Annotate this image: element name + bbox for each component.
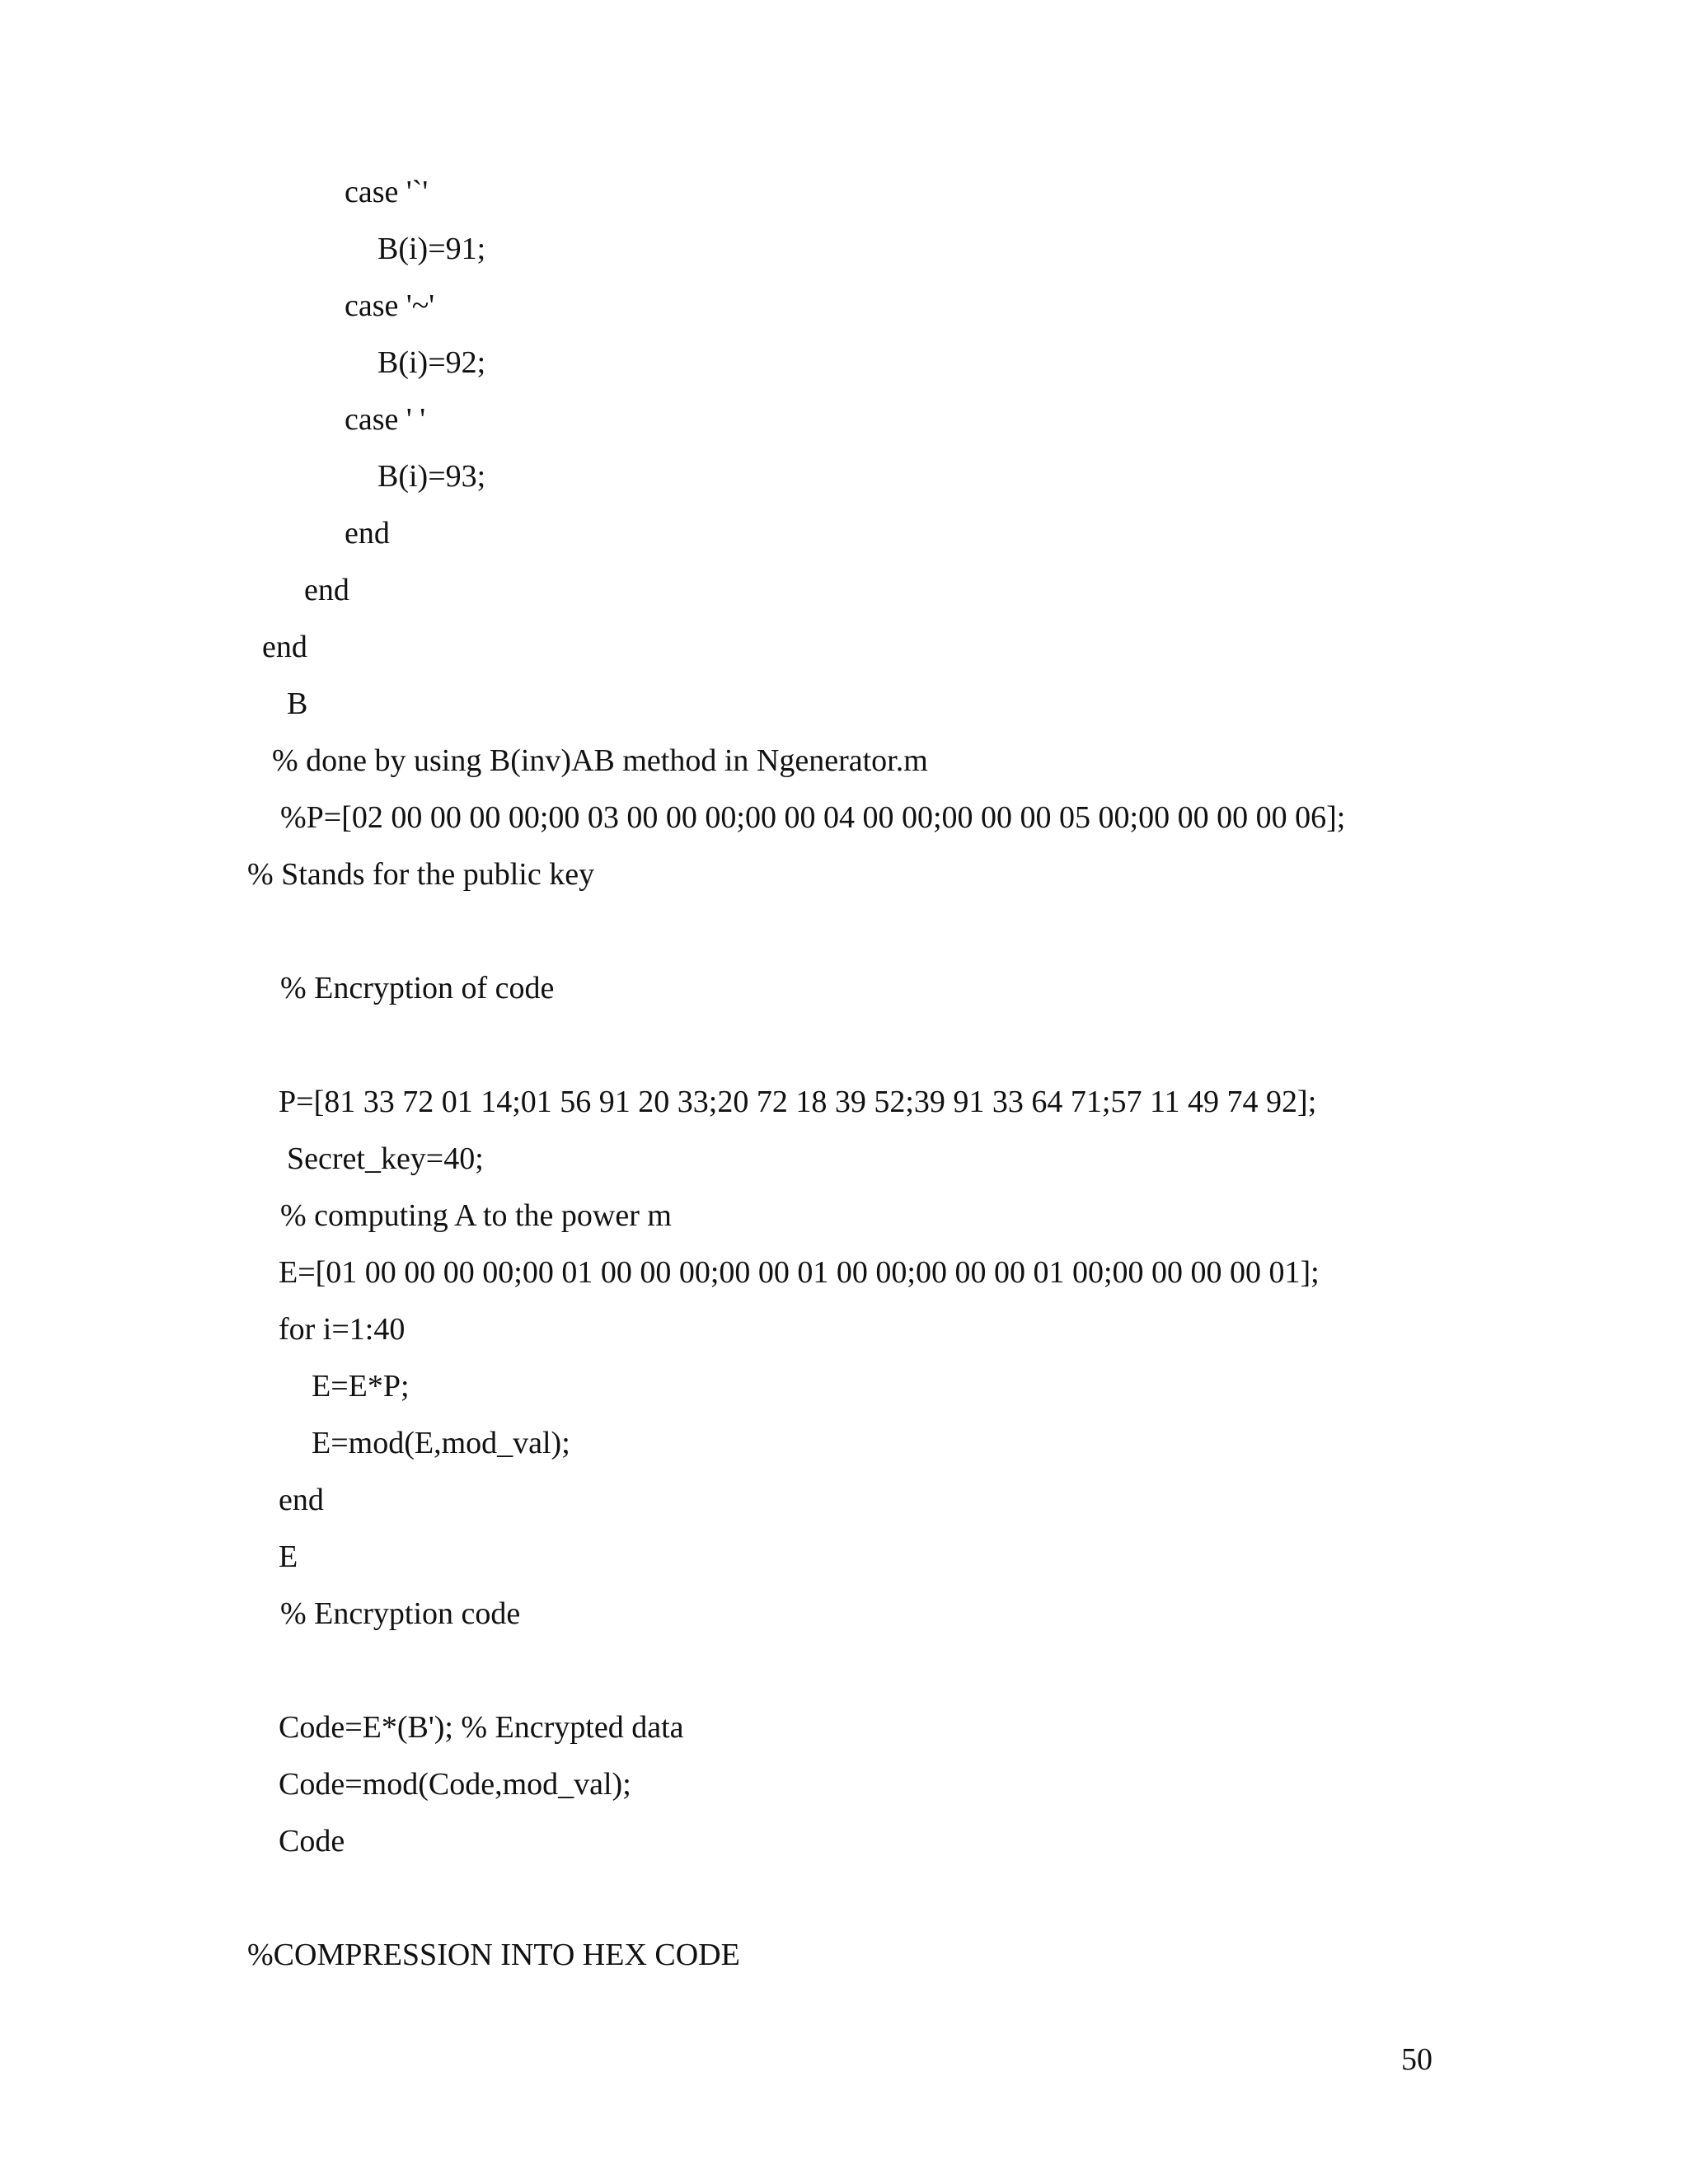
code-line: end <box>262 630 307 664</box>
code-line: case ' ' <box>345 402 426 437</box>
code-line: Secret_key=40; <box>287 1141 484 1176</box>
code-line: B <box>287 687 308 721</box>
code-line: E=[01 00 00 00 00;00 01 00 00 00;00 00 01 00 00;00 00 00 01 00;00 00 00 00 01]; <box>279 1255 1320 1290</box>
code-line: B(i)=93; <box>377 459 486 494</box>
code-line: E=mod(E,mod_val); <box>312 1426 570 1460</box>
code-line: P=[81 33 72 01 14;01 56 91 20 33;20 72 18 39 52;39 91 33 64 71;57 11 49 74 92]; <box>279 1085 1317 1119</box>
code-line: end <box>279 1483 324 1517</box>
code-line: Code=mod(Code,mod_val); <box>279 1767 631 1802</box>
code-line: % Encryption of code <box>280 971 555 1005</box>
code-line: E <box>279 1540 298 1574</box>
code-line: end <box>304 573 349 607</box>
code-line: E=E*P; <box>312 1369 410 1404</box>
code-line: % Stands for the public key <box>247 857 595 892</box>
code-line: end <box>345 516 390 551</box>
code-line: Code <box>279 1824 345 1858</box>
code-line: %P=[02 00 00 00 00;00 03 00 00 00;00 00 04 00 00;00 00 00 05 00;00 00 00 00 06]; <box>280 800 1346 835</box>
code-line: Code=E*(B'); % Encrypted data <box>279 1710 684 1745</box>
code-line: case '`' <box>345 175 429 209</box>
code-line: for i=1:40 <box>279 1312 406 1347</box>
code-line: B(i)=91; <box>377 232 486 266</box>
page-number: 50 <box>1401 2042 1432 2077</box>
code-line: % computing A to the power m <box>280 1198 672 1233</box>
code-line: case '~' <box>345 288 435 323</box>
code-line: % done by using B(inv)AB method in Ngenerator.m <box>272 743 928 778</box>
code-line: %COMPRESSION INTO HEX CODE <box>247 1938 740 1972</box>
code-line: % Encryption code <box>280 1596 521 1631</box>
code-line: B(i)=92; <box>377 345 486 380</box>
